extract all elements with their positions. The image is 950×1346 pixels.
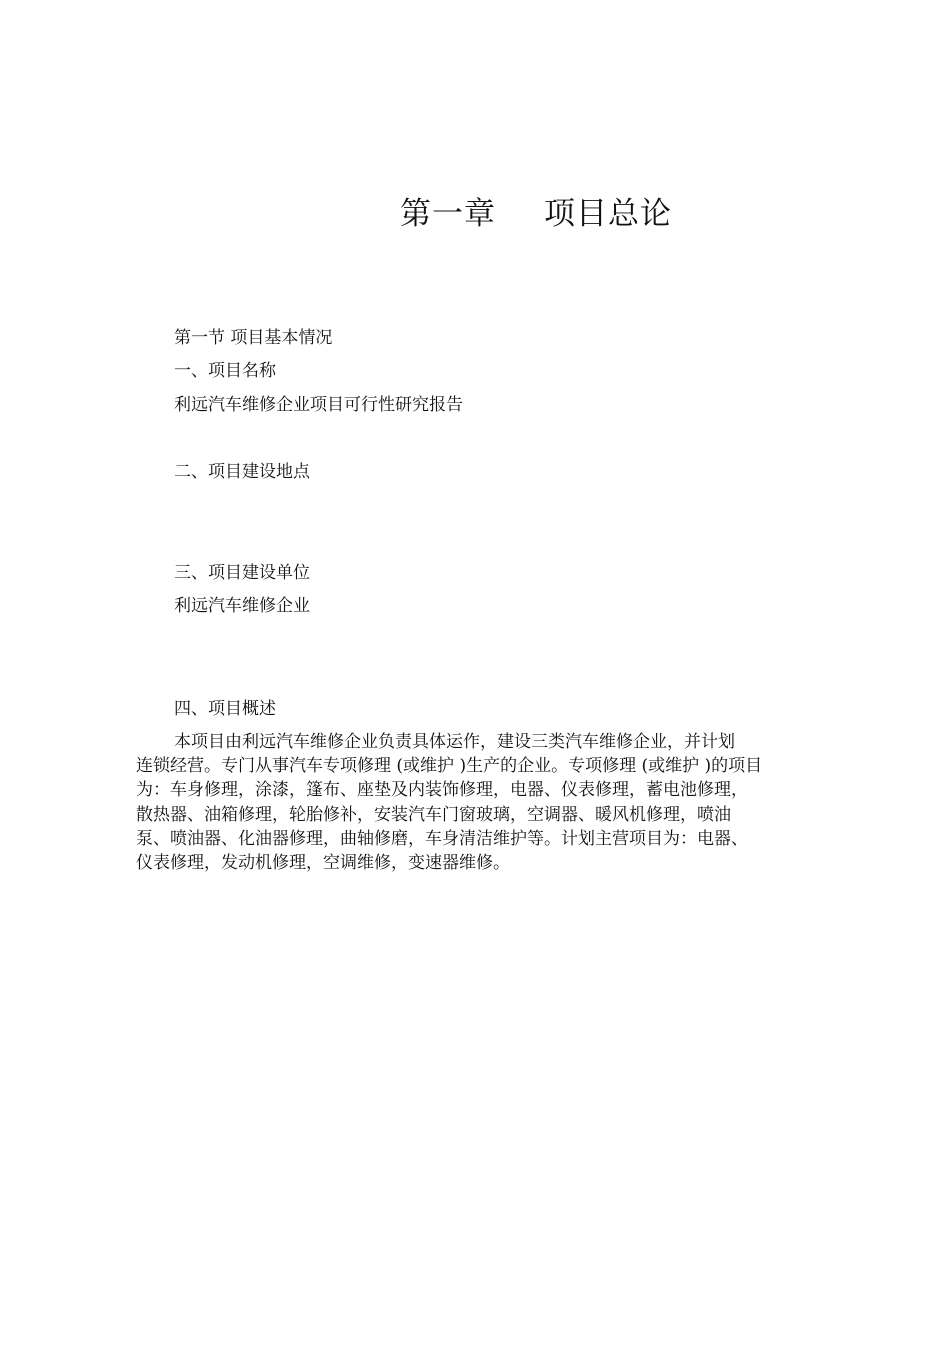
item-heading-unit: 三、项目建设单位 <box>174 563 310 583</box>
chapter-name: 项目总论 <box>544 196 672 232</box>
item-content-unit: 利远汽车维修企业 <box>174 596 310 616</box>
overview-line: 连锁经营。专门从事汽车专项修理 (或维护 )生产的企业。专项修理 (或维护 )的项目 <box>136 756 763 777</box>
overview-line: 为：车身修理，涂漆，篷布、座垫及内装饰修理，电器、仪表修理，蓄电池修理， <box>136 780 748 801</box>
overview-line: 本项目由利远汽车维修企业负责具体运作，建设三类汽车维修企业，并计划 <box>174 732 735 752</box>
item-heading-location: 二、项目建设地点 <box>174 462 310 482</box>
overview-line: 泵、喷油器、化油器修理，曲轴修磨，车身清洁维护等。计划主营项目为：电器、 <box>136 828 748 849</box>
overview-paragraph <box>136 730 816 875</box>
overview-line: 仪表修理，发动机修理，空调维修，变速器维修。 <box>136 853 510 874</box>
chapter-title <box>400 193 672 235</box>
overview-line: 散热器、油箱修理，轮胎修补，安装汽车门窗玻璃，空调器、暖风机修理，喷油 <box>136 804 731 825</box>
section-heading: 第一节 项目基本情况 <box>174 328 333 348</box>
item-heading-overview: 四、项目概述 <box>174 699 276 719</box>
item-heading-name: 一、项目名称 <box>174 361 276 381</box>
chapter-number: 第一章 <box>400 196 496 232</box>
item-content-name: 利远汽车维修企业项目可行性研究报告 <box>174 395 463 415</box>
